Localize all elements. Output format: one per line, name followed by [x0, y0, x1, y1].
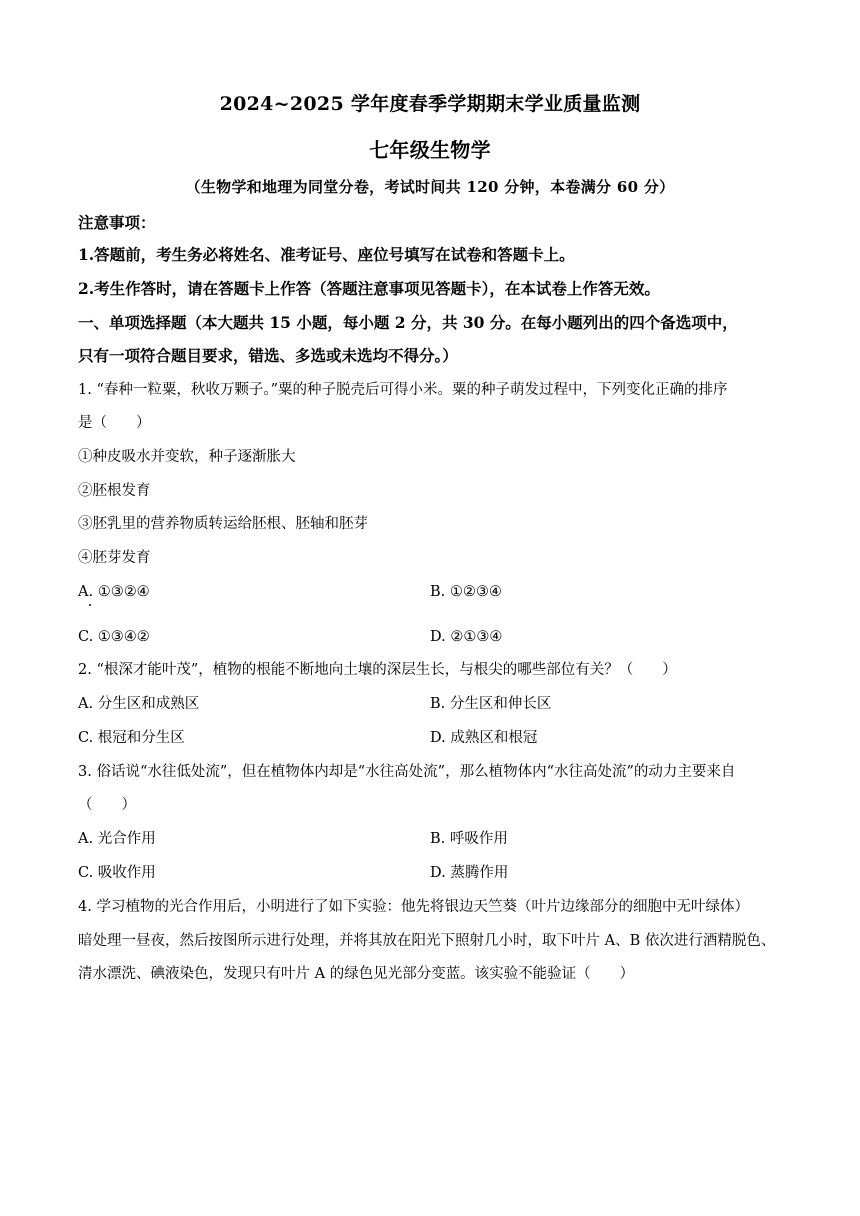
question-3-option-c: C. 吸收作用	[78, 865, 156, 881]
question-2-option-c: C. 根冠和分生区	[78, 730, 185, 746]
question-2-option-b: B. 分生区和伸长区	[430, 696, 552, 712]
section-heading-line2: 只有一项符合题目要求，错选、多选或未选均不得分。）	[78, 346, 458, 365]
question-1-statement-2: ②胚根发育	[78, 483, 151, 499]
notice-item-1: 1.答题前，考生务必将姓名、准考证号、座位号填写在试卷和答题卡上。	[78, 245, 575, 264]
exam-title: 2024~2025 学年度春季学期期末学业质量监测	[219, 93, 641, 115]
option-dot-mark	[89, 604, 91, 606]
question-1-statement-4: ④胚芽发育	[78, 550, 151, 566]
exam-subject: 七年级生物学	[369, 138, 491, 162]
question-4-stem-line2: 暗处理一昼夜，然后按图所示进行处理，并将其放在阳光下照射几小时，取下叶片 A、B 依次进行酒精脱色、	[78, 933, 776, 949]
notice-heading: 注意事项：	[78, 213, 156, 232]
question-2-stem-line1: 2. “根深才能叶茂”，植物的根能不断地向土壤的深层生长，与根尖的哪些部位有关？（ ）	[78, 662, 677, 678]
question-3-stem-line2: （ ）	[78, 797, 136, 813]
exam-note: （生物学和地理为同堂分卷，考试时间共 120 分钟，本卷满分 60 分）	[185, 178, 675, 196]
question-3-option-a: A. 光合作用	[78, 831, 156, 847]
section-heading-line1: 一、单项选择题（本大题共 15 小题，每小题 2 分，共 30 分。在每小题列出的四个备选项中，	[78, 313, 738, 332]
question-2-option-d: D. 成熟区和根冠	[430, 730, 538, 746]
question-1-option-b: B. ①②③④	[430, 584, 502, 600]
question-3-option-b: B. 呼吸作用	[430, 831, 508, 847]
question-1-statement-1: ①种皮吸水并变软，种子逐渐胀大	[78, 449, 296, 465]
question-4-stem-line1: 4. 学习植物的光合作用后，小明进行了如下实验：他先将银边天竺葵（叶片边缘部分的细胞中无叶绿体）	[78, 899, 749, 915]
question-1-stem-line2: 是（ ）	[78, 415, 151, 431]
question-4-stem-line3: 清水漂洗、碘液染色，发现只有叶片 A 的绿色见光部分变蓝。该实验不能验证（ ）	[78, 966, 635, 982]
notice-item-2: 2.考生作答时，请在答题卡上作答（答题注意事项见答题卡），在本试卷上作答无效。	[78, 279, 660, 298]
question-3-stem-line1: 3. 俗话说“水往低处流”，但在植物体内却是“水往高处流”，那么植物体内“水往高处流”的动力主要来自	[78, 764, 736, 780]
question-1-stem-line1: 1. “春种一粒粟，秋收万颗子。”粟的种子脱壳后可得小米。粟的种子萌发过程中，下列变化正确的排序	[78, 382, 728, 398]
question-1-option-d: D. ②①③④	[430, 629, 503, 645]
question-1-statement-3: ③胚乳里的营养物质转运给胚根、胚轴和胚芽	[78, 516, 368, 532]
question-1-option-c: C. ①③④②	[78, 629, 150, 645]
question-1-option-a: A. ①③②④	[78, 584, 150, 600]
question-2-option-a: A. 分生区和成熟区	[78, 696, 200, 712]
question-3-option-d: D. 蒸腾作用	[430, 865, 509, 881]
